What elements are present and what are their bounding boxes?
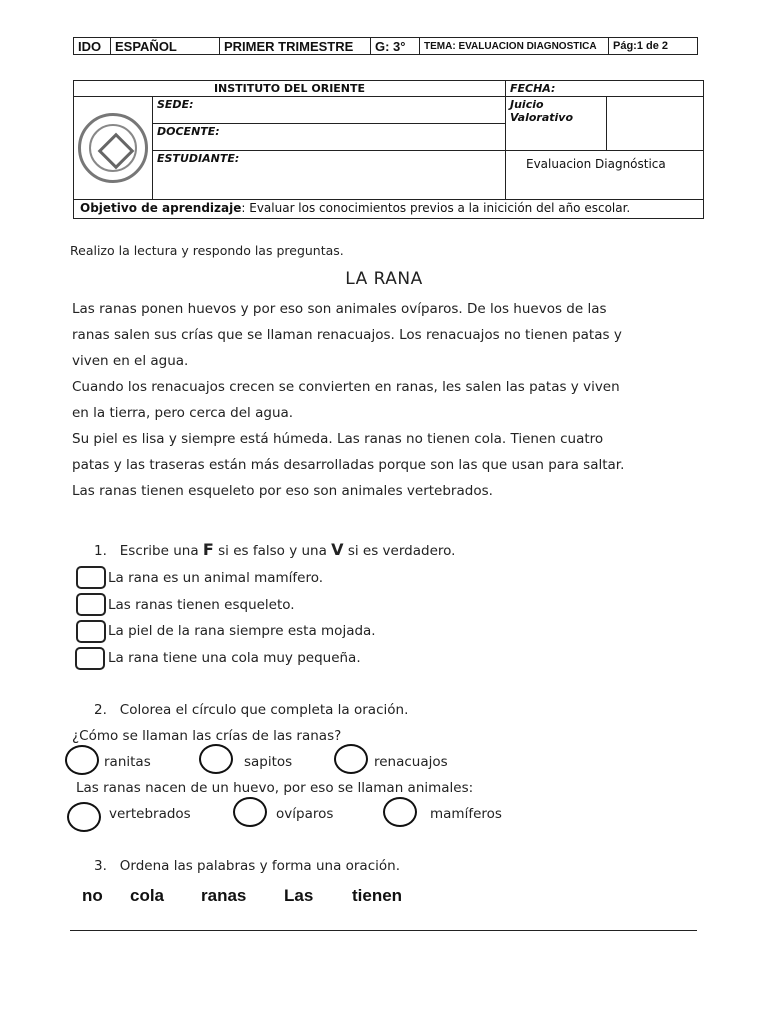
header-strip [73,37,698,55]
header-table [73,80,704,219]
option-circle[interactable] [65,745,99,775]
q2-option: ranitas [104,754,151,770]
answer-box[interactable] [76,593,106,616]
reading-line: Cuando los renacuajos crecen se convierten en ranas, les salen las patas y viven [72,379,620,395]
evaluation-title: Evaluacion Diagnóstica [506,151,704,200]
strip-topic: TEMA: EVALUACION DIAGNOSTICA [420,38,609,55]
q2-option: renacuajos [374,754,448,770]
fecha-label: FECHA: [506,81,704,97]
q1-text-a: Escribe una [119,543,203,559]
q2-question-b: Las ranas nacen de un huevo, por eso se llaman animales: [76,780,474,796]
word: Las [284,886,314,905]
answer-box[interactable] [75,647,105,670]
q2-option: sapitos [244,754,293,770]
option-circle[interactable] [233,797,267,827]
reading-line: en la tierra, pero cerca del agua. [72,405,294,421]
q1-text-c: si es verdadero. [343,543,456,559]
reading-line: Las ranas ponen huevos y por eso son animales ovíparos. De los huevos de las [72,301,607,317]
q2-number: 2. [94,702,107,718]
reading-title: LA RANA [345,269,423,289]
strip-term: PRIMER TRIMESTRE [220,38,371,55]
reading-instruction: Realizo la lectura y respondo las preguntas. [70,243,344,258]
strip-page: Pág:1 de 2 [609,38,698,55]
q2-question-a: ¿Cómo se llaman las crías de las ranas? [72,728,342,744]
q3-number: 3. [94,858,107,874]
objective-label: Objetivo de aprendizaje [80,201,242,216]
answer-box[interactable] [76,620,106,643]
question-3 [94,858,400,874]
reading-line: ranas salen sus crías que se llaman renacuajos. Los renacuajos no tienen patas y [72,327,622,343]
word: no [82,886,103,905]
q1-f: F [202,540,214,559]
objective-text: : Evaluar los conocimientos previos a la inicición del año escolar. [241,201,631,216]
reading-line: patas y las traseras están más desarrolladas porque son las que usan para saltar. [72,457,625,473]
juicio-field[interactable] [607,97,704,151]
sede-field[interactable]: SEDE: [153,97,506,124]
reading-line: viven en el agua. [72,353,189,369]
answer-line[interactable] [70,930,697,931]
q1-item: Las ranas tienen esqueleto. [108,597,295,613]
strip-grade: G: 3° [371,38,420,55]
estudiante-field[interactable]: ESTUDIANTE: [153,151,506,200]
q1-text-b: si es falso y una [213,543,332,559]
docente-field[interactable]: DOCENTE: [153,124,506,151]
option-circle[interactable] [383,797,417,827]
reading-line: Su piel es lisa y siempre está húmeda. Las ranas no tienen cola. Tienen cuatro [72,431,604,447]
q2-option: ovíparos [276,806,334,822]
word: ranas [201,886,247,905]
institute-name: INSTITUTO DEL ORIENTE [74,81,506,97]
option-circle[interactable] [67,802,101,832]
word: cola [130,886,165,905]
school-seal-icon [78,113,148,183]
question-1 [94,540,455,559]
strip-ido: IDO [74,38,111,55]
reading-line: Las ranas tienen esqueleto por eso son animales vertebrados. [72,483,493,499]
question-2 [94,702,408,718]
q1-v: V [331,540,344,559]
juicio-label: Juicio Valorativo [506,97,607,151]
q1-item: La piel de la rana siempre esta mojada. [108,623,376,639]
q1-item: La rana es un animal mamífero. [108,570,324,586]
option-circle[interactable] [334,744,368,774]
q2-option: mamíferos [430,806,502,822]
reading-passage [72,296,712,504]
q2-option: vertebrados [109,806,191,822]
answer-box[interactable] [76,566,106,589]
q1-number: 1. [94,543,107,559]
q1-item: La rana tiene una cola muy pequeña. [108,650,361,666]
option-circle[interactable] [199,744,233,774]
school-seal-cell [74,97,153,200]
objective [74,200,704,219]
q3-text: Ordena las palabras y forma una oración. [119,858,400,874]
strip-subject: ESPAÑOL [111,38,220,55]
word: tienen [352,886,403,905]
q2-text: Colorea el círculo que completa la oración. [119,702,409,718]
